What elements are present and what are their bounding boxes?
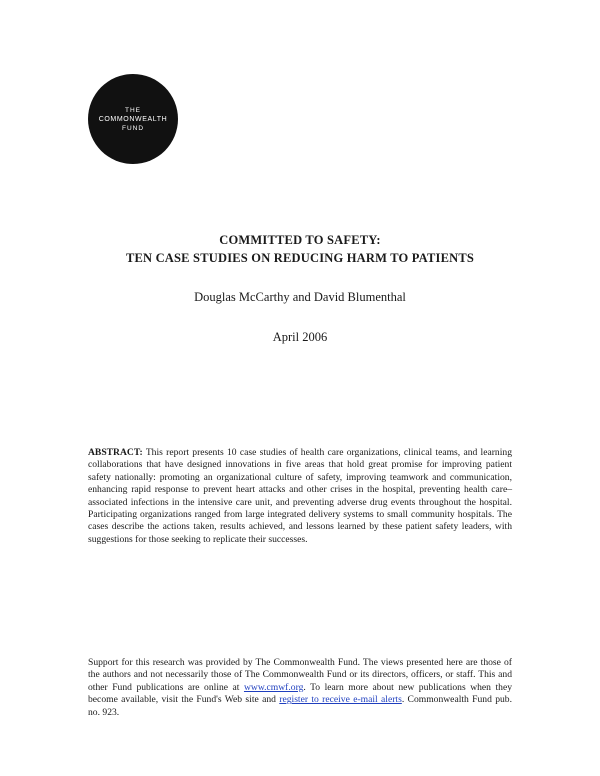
support-text-1: Support for this research was provided by The Commonwealth Fund. The views presented here are those of the authors and not necessarily those of The Commonwealth Fund or its directors, officers, or staff. This and other Fund publications are online at xyxy=(88,657,512,693)
abstract-text: This report presents 10 case studies of health care organizations, clinical teams, and learning collaborations that have designed innovations in five areas that hold great promise for improving patient safety nationally: promoting an organizational culture of safety, improving teamwork and communication, enhancing rapid response to prevent heart attacks and other crises in the hospital, preventing health care–associated infections in the intensive care unit, and preventing adverse drug events throughout the hospital. Participating organizations ranged from large integrated delivery systems to small community hospitals. The cases describe the actions taken, results achieved, and lessons learned by these patient safety leaders, with suggestions for those seeking to replicate their successes. xyxy=(88,447,512,545)
logo-line-fund: FUND xyxy=(121,124,145,132)
logo-line-commonwealth: COMMONWEALTH xyxy=(98,115,168,123)
abstract-label: ABSTRACT: xyxy=(88,447,143,458)
commonwealth-fund-logo xyxy=(88,74,178,164)
report-title-line-2: TEN CASE STUDIES ON REDUCING HARM TO PATIENTS xyxy=(125,251,475,265)
publication-date: April 2006 xyxy=(272,330,328,344)
report-title-line-1: COMMITTED TO SAFETY: xyxy=(219,233,381,247)
support-text-3: . Commonwealth Fund pub. no. 923. xyxy=(88,694,513,718)
support-text-2: . To learn more about new publications when they become available, visit the Fund's Web site and xyxy=(88,681,512,706)
abstract-paragraph xyxy=(88,447,512,546)
logo-line-the: THE xyxy=(125,106,141,114)
cmwf-website-link[interactable]: www.cmwf.org xyxy=(243,681,304,693)
register-alerts-link[interactable]: register to receive e-mail alerts xyxy=(279,694,402,706)
support-paragraph xyxy=(88,657,512,719)
authors: Douglas McCarthy and David Blumenthal xyxy=(194,290,406,304)
